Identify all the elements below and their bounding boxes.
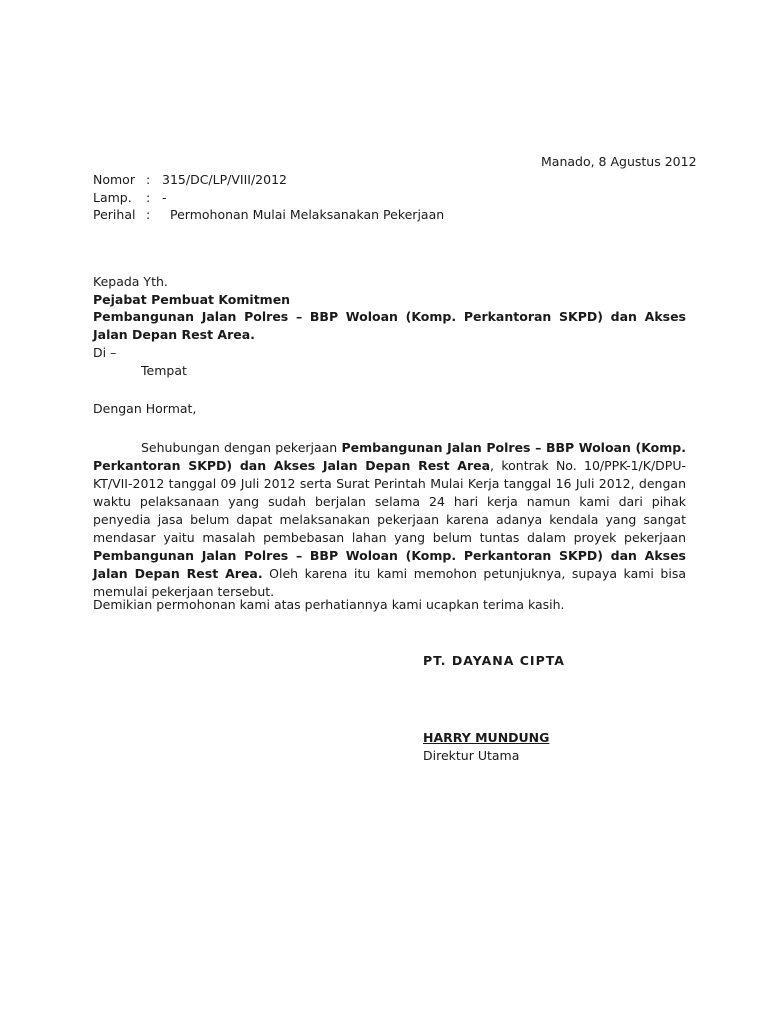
p1-project-2: Pembangunan Jalan Polres – BBP Woloan (Komp. Perkantoran SKPD) dan Akses Jalan Depan Rest Area.	[93, 548, 686, 581]
perihal-value: Permohonan Mulai Melaksanakan Pekerjaan	[170, 207, 445, 222]
nomor-colon: :	[146, 172, 151, 187]
p1-end: Oleh karena itu kami memohon petunjuknya, supaya kami bisa memulai pekerjaan tersebut.	[93, 566, 686, 599]
recipient-di: Di –	[93, 345, 117, 360]
nomor-label: Nomor	[93, 172, 135, 187]
nomor-value: 315/DC/LP/VIII/2012	[162, 172, 287, 187]
perihal-colon: :	[146, 207, 151, 222]
signer-name: HARRY MUNDUNG	[423, 730, 550, 745]
signer-title: Direktur Utama	[423, 748, 520, 763]
recipient-salutation: Kepada Yth.	[93, 274, 168, 289]
recipient-project: Pembangunan Jalan Polres – BBP Woloan (Komp. Perkantoran SKPD) dan Akses Jalan Depan Rest Area.	[93, 309, 686, 342]
body-paragraph-2: Demikian permohonan kami atas perhatiannya kami ucapkan terima kasih.	[93, 597, 565, 612]
recipient-place: Tempat	[141, 363, 187, 378]
recipient-name: Pejabat Pembuat Komitmen	[93, 292, 291, 307]
p1-mid: , kontrak No. 10/PPK-1/K/DPU-KT/VII-2012 tanggal 09 Juli 2012 serta Surat Perintah Mulai Kerja tanggal 16 Juli 2012, dengan waktu pelaksanaan yang sudah berjalan selama 24 hari kerja namun kami dari pihak penyedia jasa belum dapat melaksanakan pekerjaan karena adanya kendala yang sangat mendasar yaitu masalah pembebasan lahan yang belum tuntas dalam proyek pekerjaan	[93, 458, 687, 545]
body-paragraph-1	[93, 439, 686, 601]
p1-project: Pembangunan Jalan Polres – BBP Woloan (Komp. Perkantoran SKPD) dan Akses Jalan Depan Rest Area	[93, 440, 686, 473]
company-name: PT. DAYANA CIPTA	[423, 653, 565, 668]
date-line: Manado, 8 Agustus 2012	[541, 154, 697, 169]
lamp-colon: :	[146, 190, 151, 205]
p1-intro: Sehubungan dengan pekerjaan	[141, 440, 342, 455]
greeting: Dengan Hormat,	[93, 401, 197, 416]
perihal-label: Perihal	[93, 207, 136, 222]
lamp-value: -	[162, 190, 167, 205]
lamp-label: Lamp.	[93, 190, 132, 205]
